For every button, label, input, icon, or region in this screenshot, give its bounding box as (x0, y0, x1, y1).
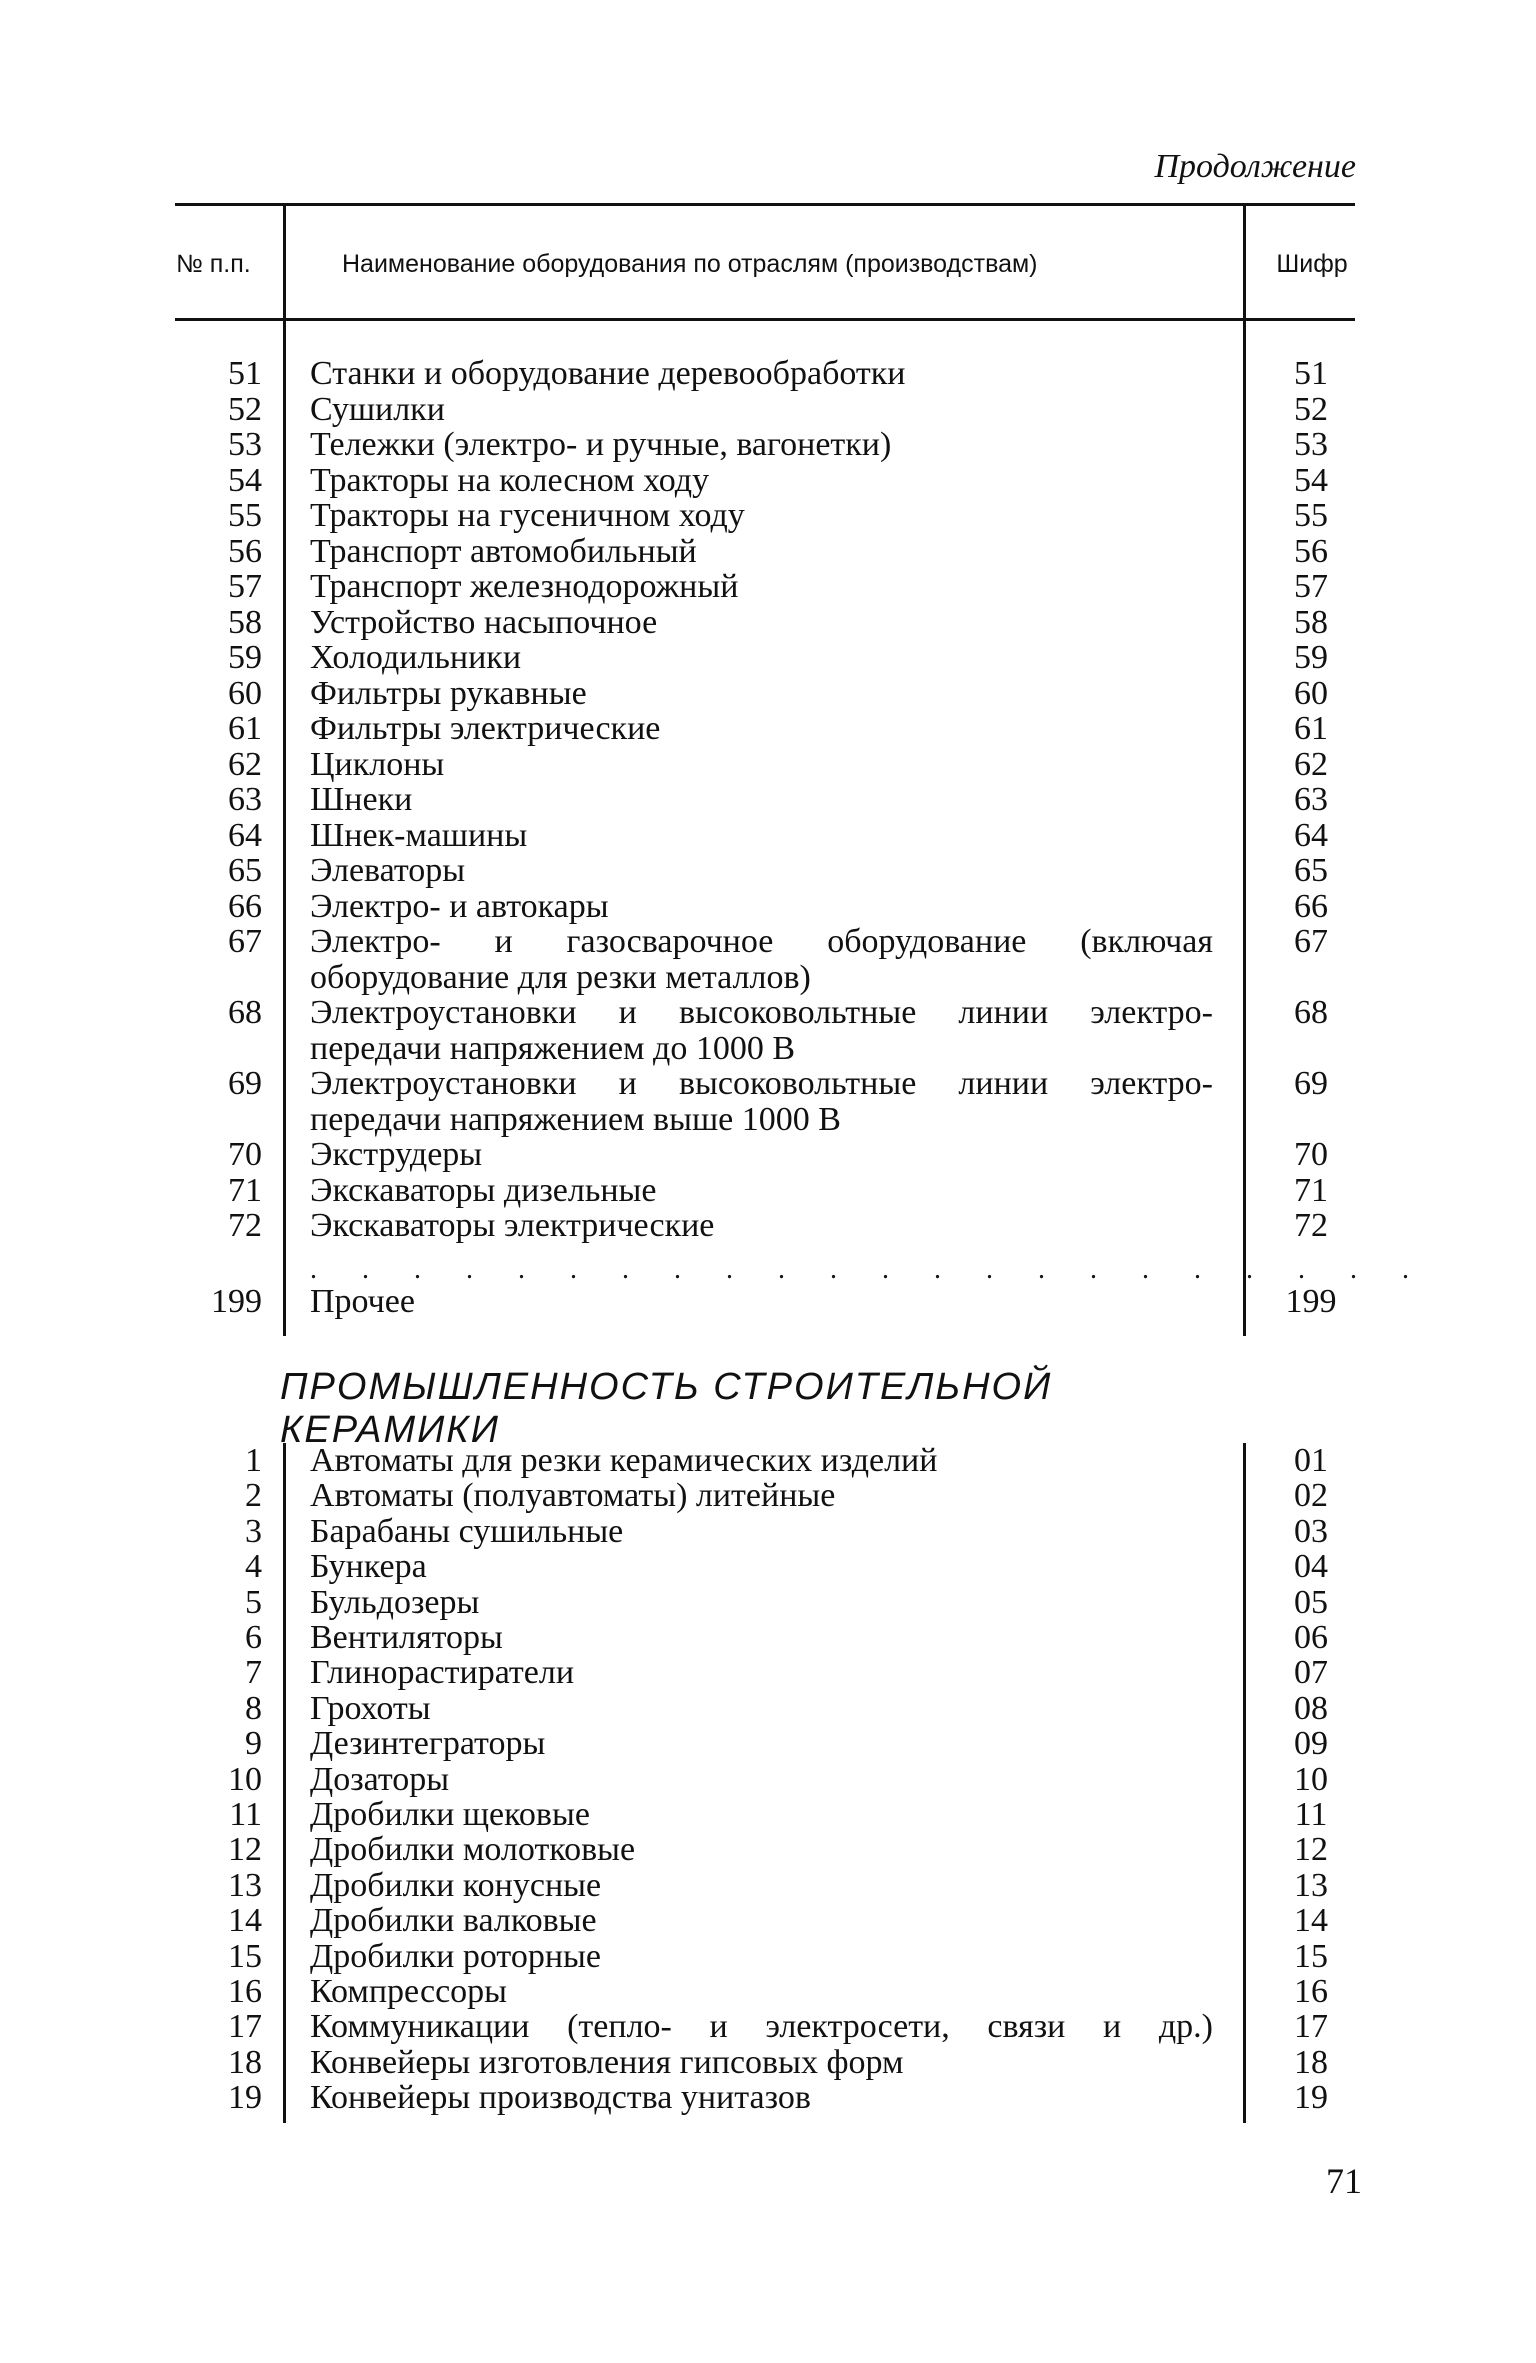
row-number: 70 (228, 1136, 262, 1173)
row-number: 51 (228, 355, 262, 392)
row-name: оборудование для резки металлов) (310, 959, 811, 996)
row-name: Дробилки молотковые (310, 1831, 636, 1868)
row-name: Станки и оборудование деревообработки (310, 355, 906, 392)
table-top-rule (175, 203, 1355, 206)
column-divider-right (1243, 204, 1246, 1336)
row-name: Тракторы на колесном ходу (310, 462, 710, 499)
row-name: Автоматы для резки керамических изделий (310, 1442, 938, 1479)
row-number: 14 (228, 1902, 262, 1939)
row-number: 56 (228, 533, 262, 570)
row-code: 11 (1294, 1796, 1328, 1833)
column-header-number: № п.п. (176, 250, 251, 278)
row-code: 08 (1294, 1690, 1328, 1727)
row-name: Дробилки роторные (310, 1938, 601, 1975)
row-code: 12 (1294, 1831, 1328, 1868)
row-code: 09 (1294, 1725, 1328, 1762)
row-name: Элеваторы (310, 852, 466, 889)
row-code: 56 (1294, 533, 1328, 570)
row-code: 17 (1294, 2008, 1328, 2045)
row-code: 02 (1294, 1477, 1328, 1514)
row-name: Электро- и газосварочное оборудование (включая (310, 923, 1213, 960)
column-divider-left (283, 204, 286, 1336)
row-number: 9 (245, 1725, 262, 1762)
row-name: Дробилки щековые (310, 1796, 590, 1833)
row-number: 3 (245, 1513, 262, 1550)
row-name: Автоматы (полуавтоматы) литейные (310, 1477, 836, 1514)
row-code: 62 (1294, 746, 1328, 783)
row-code: 66 (1294, 888, 1328, 925)
page-number: 71 (1326, 2161, 1362, 2201)
row-name: Бульдозеры (310, 1584, 480, 1621)
row-number: 60 (228, 675, 262, 712)
row-code: 03 (1294, 1513, 1328, 1550)
row-number: 12 (228, 1831, 262, 1868)
row-number: 63 (228, 781, 262, 818)
row-name: Электроустановки и высоковольтные линии электро- (310, 994, 1213, 1031)
row-code: 60 (1294, 675, 1328, 712)
row-code: 52 (1294, 391, 1328, 428)
row-name: Фильтры рукавные (310, 675, 587, 712)
row-code: 15 (1294, 1938, 1328, 1975)
row-number: 8 (245, 1690, 262, 1727)
row-code: 63 (1294, 781, 1328, 818)
row-number: 54 (228, 462, 262, 499)
row-number: 13 (228, 1867, 262, 1904)
row-number: 71 (228, 1172, 262, 1209)
row-name: Грохоты (310, 1690, 431, 1727)
continuation-label: Продолжение (1154, 148, 1356, 185)
row-name: Транспорт автомобильный (310, 533, 697, 570)
row-code: 55 (1294, 497, 1328, 534)
row-number: 61 (228, 710, 262, 747)
row-name: Экскаваторы дизельные (310, 1172, 657, 1209)
column-header-name: Наименование оборудования по отраслям (производствам) (342, 250, 1038, 278)
row-name: Глинорастиратели (310, 1654, 575, 1691)
row-code: 199 (1285, 1283, 1337, 1320)
row-code: 53 (1294, 426, 1328, 463)
row-number: 59 (228, 639, 262, 676)
row-number: 68 (228, 994, 262, 1031)
row-number: 5 (245, 1584, 262, 1621)
row-name: Прочее (310, 1283, 415, 1320)
row-number: 64 (228, 817, 262, 854)
row-code: 51 (1294, 355, 1328, 392)
row-code: 05 (1294, 1584, 1328, 1621)
row-number: 6 (245, 1619, 262, 1656)
row-name: Циклоны (310, 746, 445, 783)
row-code: 65 (1294, 852, 1328, 889)
row-number: 10 (228, 1761, 262, 1798)
row-code: 71 (1294, 1172, 1328, 1209)
row-name: Тележки (электро- и ручные, вагонетки) (310, 426, 892, 463)
row-code: 01 (1294, 1442, 1328, 1479)
column-header-code: Шифр (1276, 250, 1348, 278)
row-name: Экскаваторы электрические (310, 1207, 715, 1244)
ellipsis-row: . . . . . . . . . . . . . . . . . . . . . . (310, 1254, 1428, 1285)
row-code: 72 (1294, 1207, 1328, 1244)
row-number: 17 (228, 2008, 262, 2045)
row-number: 55 (228, 497, 262, 534)
row-number: 66 (228, 888, 262, 925)
row-name: передачи напряжением выше 1000 В (310, 1101, 841, 1138)
row-code: 13 (1294, 1867, 1328, 1904)
row-code: 14 (1294, 1902, 1328, 1939)
row-name: Барабаны сушильные (310, 1513, 624, 1550)
row-name: Фильтры электрические (310, 710, 661, 747)
section2-column-divider-right (1243, 1443, 1246, 2123)
row-code: 67 (1294, 923, 1328, 960)
row-code: 59 (1294, 639, 1328, 676)
row-name: Дезинтеграторы (310, 1725, 546, 1762)
row-number: 4 (245, 1548, 262, 1585)
row-number: 58 (228, 604, 262, 641)
row-name: Дробилки конусные (310, 1867, 602, 1904)
row-code: 64 (1294, 817, 1328, 854)
row-code: 04 (1294, 1548, 1328, 1585)
row-code: 57 (1294, 568, 1328, 605)
row-name: Компрессоры (310, 1973, 508, 2010)
row-name: Транспорт железнодорожный (310, 568, 739, 605)
row-number: 52 (228, 391, 262, 428)
row-number: 57 (228, 568, 262, 605)
section-title: ПРОМЫШЛЕННОСТЬ СТРОИТЕЛЬНОЙ КЕРАМИКИ (280, 1366, 1053, 1451)
row-name: Электроустановки и высоковольтные линии электро- (310, 1065, 1213, 1102)
row-number: 53 (228, 426, 262, 463)
row-name: передачи напряжением до 1000 В (310, 1030, 796, 1067)
row-number: 2 (245, 1477, 262, 1514)
section2-column-divider-left (283, 1443, 286, 2123)
row-number: 1 (245, 1442, 262, 1479)
row-code: 58 (1294, 604, 1328, 641)
row-name: Бункера (310, 1548, 427, 1585)
row-code: 54 (1294, 462, 1328, 499)
row-name: Конвейеры изготовления гипсовых форм (310, 2044, 904, 2081)
row-code: 70 (1294, 1136, 1328, 1173)
row-name: Электро- и автокары (310, 888, 609, 925)
row-code: 18 (1294, 2044, 1328, 2081)
row-name: Шнеки (310, 781, 413, 818)
row-number: 15 (228, 1938, 262, 1975)
table-header-rule (175, 318, 1355, 321)
row-number: 7 (245, 1654, 262, 1691)
row-number: 67 (228, 923, 262, 960)
row-name: Холодильники (310, 639, 522, 676)
row-name: Экструдеры (310, 1136, 483, 1173)
row-code: 19 (1294, 2079, 1328, 2116)
row-name: Сушилки (310, 391, 445, 428)
row-name: Дробилки валковые (310, 1902, 597, 1939)
row-number: 69 (228, 1065, 262, 1102)
row-code: 68 (1294, 994, 1328, 1031)
row-number: 72 (228, 1207, 262, 1244)
row-name: Вентиляторы (310, 1619, 503, 1656)
row-code: 06 (1294, 1619, 1328, 1656)
row-name: Дозаторы (310, 1761, 450, 1798)
row-code: 07 (1294, 1654, 1328, 1691)
row-name: Тракторы на гусеничном ходу (310, 497, 745, 534)
row-name: Коммуникации (тепло- и электросети, связи и др.) (310, 2008, 1213, 2045)
row-number: 16 (228, 1973, 262, 2010)
row-name: Устройство насыпочное (310, 604, 658, 641)
row-number: 19 (228, 2079, 262, 2116)
row-number: 65 (228, 852, 262, 889)
row-code: 61 (1294, 710, 1328, 747)
row-code: 16 (1294, 1973, 1328, 2010)
row-code: 69 (1294, 1065, 1328, 1102)
row-number: 199 (211, 1283, 262, 1320)
row-number: 62 (228, 746, 262, 783)
row-name: Конвейеры производства унитазов (310, 2079, 811, 2116)
row-code: 10 (1294, 1761, 1328, 1798)
row-number: 18 (228, 2044, 262, 2081)
row-name: Шнек-машины (310, 817, 528, 854)
row-number: 11 (229, 1796, 262, 1833)
